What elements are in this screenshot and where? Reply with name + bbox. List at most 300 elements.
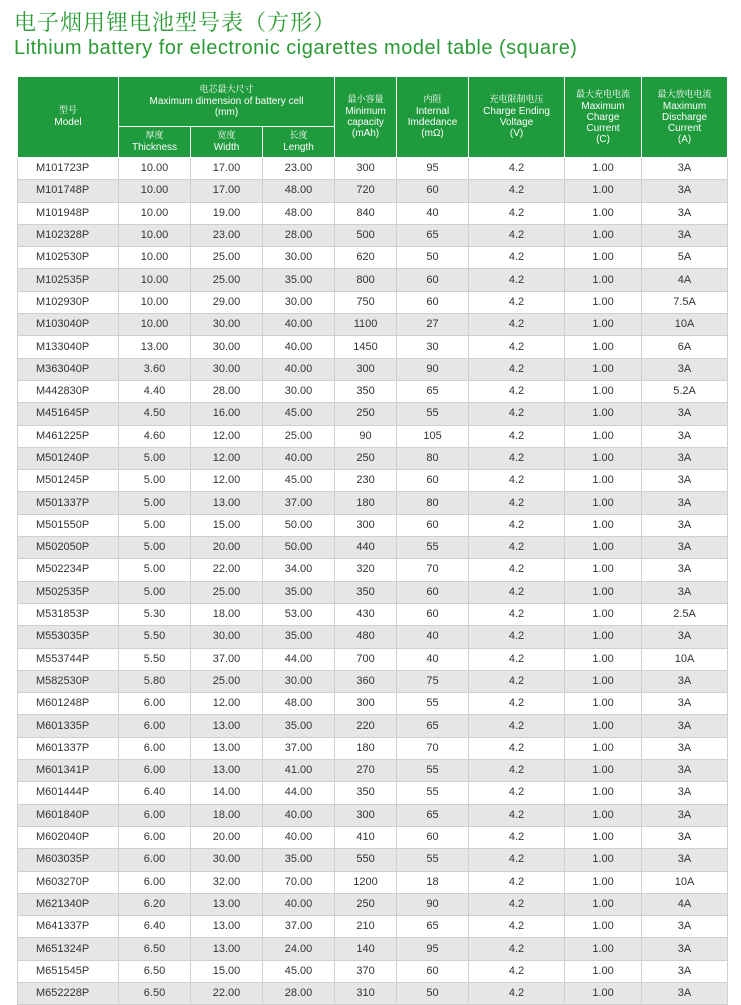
cell-length: 28.00 (263, 224, 335, 246)
cell-charge-current: 1.00 (565, 314, 642, 336)
cell-capacity: 250 (335, 447, 397, 469)
cell-width: 30.00 (191, 358, 263, 380)
cell-voltage: 4.2 (469, 782, 565, 804)
table-row (18, 470, 728, 492)
cell-thickness: 6.50 (119, 982, 191, 1004)
cell-voltage: 4.2 (469, 603, 565, 625)
cell-discharge-current: 3A (642, 670, 728, 692)
cell-capacity: 410 (335, 826, 397, 848)
cell-discharge-current: 10A (642, 648, 728, 670)
cell-discharge-current: 4A (642, 269, 728, 291)
cell-model: M501550P (18, 514, 119, 536)
cell-thickness: 5.00 (119, 537, 191, 559)
cell-length: 40.00 (263, 314, 335, 336)
cell-discharge-current: 3A (642, 425, 728, 447)
header-thickness: 厚度 Thickness (119, 127, 191, 158)
header-capacity: 最小容量 Minimum capacity (mAh) (335, 77, 397, 158)
cell-model: M601444P (18, 782, 119, 804)
cell-model: M363040P (18, 358, 119, 380)
cell-impedance: 40 (397, 648, 469, 670)
cell-model: M101748P (18, 180, 119, 202)
cell-charge-current: 1.00 (565, 693, 642, 715)
cell-length: 44.00 (263, 648, 335, 670)
cell-thickness: 6.00 (119, 715, 191, 737)
battery-model-table (17, 76, 728, 1005)
cell-thickness: 4.50 (119, 403, 191, 425)
cell-model: M442830P (18, 380, 119, 402)
cell-impedance: 40 (397, 626, 469, 648)
cell-width: 32.00 (191, 871, 263, 893)
cell-charge-current: 1.00 (565, 826, 642, 848)
cell-capacity: 430 (335, 603, 397, 625)
cell-width: 17.00 (191, 158, 263, 180)
header-discharge-current: 最大放电电流 Maximum Discharge Current (A) (642, 77, 728, 158)
table-row (18, 514, 728, 536)
cell-width: 22.00 (191, 559, 263, 581)
cell-discharge-current: 3A (642, 804, 728, 826)
cell-model: M501245P (18, 470, 119, 492)
cell-impedance: 60 (397, 470, 469, 492)
table-row (18, 871, 728, 893)
cell-thickness: 6.00 (119, 826, 191, 848)
cell-capacity: 140 (335, 938, 397, 960)
cell-discharge-current: 3A (642, 626, 728, 648)
cell-discharge-current: 3A (642, 158, 728, 180)
cell-width: 30.00 (191, 314, 263, 336)
table-row (18, 938, 728, 960)
cell-length: 28.00 (263, 982, 335, 1004)
table-row (18, 916, 728, 938)
cell-model: M501337P (18, 492, 119, 514)
cell-width: 18.00 (191, 603, 263, 625)
cell-impedance: 55 (397, 782, 469, 804)
cell-charge-current: 1.00 (565, 960, 642, 982)
cell-thickness: 6.50 (119, 960, 191, 982)
cell-impedance: 27 (397, 314, 469, 336)
header-dimension: 电芯最大尺寸 Maximum dimension of battery cell (mm) (119, 77, 335, 127)
cell-impedance: 80 (397, 447, 469, 469)
cell-discharge-current: 3A (642, 447, 728, 469)
table-row (18, 180, 728, 202)
cell-impedance: 90 (397, 358, 469, 380)
cell-capacity: 1450 (335, 336, 397, 358)
cell-length: 48.00 (263, 693, 335, 715)
cell-discharge-current: 3A (642, 849, 728, 871)
cell-thickness: 10.00 (119, 247, 191, 269)
cell-discharge-current: 6A (642, 336, 728, 358)
cell-capacity: 90 (335, 425, 397, 447)
cell-width: 23.00 (191, 224, 263, 246)
cell-model: M651545P (18, 960, 119, 982)
table-row (18, 760, 728, 782)
cell-width: 14.00 (191, 782, 263, 804)
cell-width: 12.00 (191, 447, 263, 469)
cell-model: M601335P (18, 715, 119, 737)
cell-charge-current: 1.00 (565, 982, 642, 1004)
cell-length: 25.00 (263, 425, 335, 447)
cell-discharge-current: 3A (642, 559, 728, 581)
cell-discharge-current: 4A (642, 893, 728, 915)
cell-capacity: 840 (335, 202, 397, 224)
cell-thickness: 6.50 (119, 938, 191, 960)
cell-length: 44.00 (263, 782, 335, 804)
cell-thickness: 13.00 (119, 336, 191, 358)
cell-width: 12.00 (191, 425, 263, 447)
cell-charge-current: 1.00 (565, 670, 642, 692)
cell-thickness: 4.60 (119, 425, 191, 447)
cell-impedance: 65 (397, 916, 469, 938)
cell-model: M601248P (18, 693, 119, 715)
cell-length: 30.00 (263, 380, 335, 402)
cell-thickness: 6.40 (119, 782, 191, 804)
cell-discharge-current: 3A (642, 760, 728, 782)
cell-length: 45.00 (263, 470, 335, 492)
cell-model: M621340P (18, 893, 119, 915)
cell-charge-current: 1.00 (565, 180, 642, 202)
cell-voltage: 4.2 (469, 826, 565, 848)
table-row (18, 425, 728, 447)
cell-voltage: 4.2 (469, 314, 565, 336)
cell-capacity: 620 (335, 247, 397, 269)
cell-length: 48.00 (263, 202, 335, 224)
cell-length: 23.00 (263, 158, 335, 180)
cell-charge-current: 1.00 (565, 559, 642, 581)
cell-discharge-current: 3A (642, 960, 728, 982)
cell-width: 20.00 (191, 537, 263, 559)
cell-voltage: 4.2 (469, 871, 565, 893)
cell-width: 28.00 (191, 380, 263, 402)
cell-thickness: 3.60 (119, 358, 191, 380)
cell-model: M502234P (18, 559, 119, 581)
cell-model: M603035P (18, 849, 119, 871)
cell-discharge-current: 3A (642, 224, 728, 246)
cell-width: 25.00 (191, 247, 263, 269)
cell-model: M601337P (18, 737, 119, 759)
cell-discharge-current: 3A (642, 492, 728, 514)
cell-width: 25.00 (191, 269, 263, 291)
table-row (18, 492, 728, 514)
cell-width: 17.00 (191, 180, 263, 202)
cell-thickness: 6.00 (119, 849, 191, 871)
cell-impedance: 95 (397, 158, 469, 180)
cell-length: 48.00 (263, 180, 335, 202)
cell-voltage: 4.2 (469, 447, 565, 469)
cell-voltage: 4.2 (469, 960, 565, 982)
cell-voltage: 4.2 (469, 559, 565, 581)
cell-impedance: 60 (397, 603, 469, 625)
cell-thickness: 5.00 (119, 559, 191, 581)
table-row (18, 603, 728, 625)
cell-thickness: 6.20 (119, 893, 191, 915)
cell-capacity: 210 (335, 916, 397, 938)
cell-voltage: 4.2 (469, 403, 565, 425)
cell-voltage: 4.2 (469, 514, 565, 536)
cell-voltage: 4.2 (469, 626, 565, 648)
cell-thickness: 5.00 (119, 492, 191, 514)
cell-impedance: 90 (397, 893, 469, 915)
cell-capacity: 300 (335, 514, 397, 536)
cell-charge-current: 1.00 (565, 202, 642, 224)
table-row (18, 291, 728, 313)
cell-voltage: 4.2 (469, 291, 565, 313)
cell-length: 41.00 (263, 760, 335, 782)
cell-impedance: 60 (397, 826, 469, 848)
table-row (18, 537, 728, 559)
cell-thickness: 5.00 (119, 581, 191, 603)
header-length: 长度 Length (263, 127, 335, 158)
cell-width: 12.00 (191, 470, 263, 492)
cell-voltage: 4.2 (469, 581, 565, 603)
cell-voltage: 4.2 (469, 849, 565, 871)
cell-discharge-current: 3A (642, 514, 728, 536)
cell-width: 16.00 (191, 403, 263, 425)
cell-length: 24.00 (263, 938, 335, 960)
cell-voltage: 4.2 (469, 158, 565, 180)
cell-charge-current: 1.00 (565, 804, 642, 826)
cell-charge-current: 1.00 (565, 224, 642, 246)
cell-width: 30.00 (191, 336, 263, 358)
cell-discharge-current: 3A (642, 916, 728, 938)
cell-voltage: 4.2 (469, 202, 565, 224)
cell-capacity: 700 (335, 648, 397, 670)
cell-voltage: 4.2 (469, 247, 565, 269)
table-row (18, 380, 728, 402)
table-row (18, 670, 728, 692)
table-row (18, 447, 728, 469)
cell-model: M582530P (18, 670, 119, 692)
cell-charge-current: 1.00 (565, 603, 642, 625)
cell-width: 13.00 (191, 737, 263, 759)
cell-voltage: 4.2 (469, 492, 565, 514)
cell-length: 40.00 (263, 447, 335, 469)
header-charge-current: 最大充电电流 Maximum Charge Current (C) (565, 77, 642, 158)
cell-length: 37.00 (263, 492, 335, 514)
cell-discharge-current: 3A (642, 982, 728, 1004)
cell-voltage: 4.2 (469, 180, 565, 202)
cell-thickness: 6.00 (119, 760, 191, 782)
cell-impedance: 60 (397, 269, 469, 291)
cell-voltage: 4.2 (469, 336, 565, 358)
cell-charge-current: 1.00 (565, 626, 642, 648)
table-row (18, 559, 728, 581)
cell-impedance: 50 (397, 247, 469, 269)
cell-model: M102535P (18, 269, 119, 291)
cell-charge-current: 1.00 (565, 938, 642, 960)
cell-width: 25.00 (191, 581, 263, 603)
cell-thickness: 5.80 (119, 670, 191, 692)
table-row (18, 336, 728, 358)
cell-capacity: 300 (335, 693, 397, 715)
cell-capacity: 270 (335, 760, 397, 782)
cell-width: 37.00 (191, 648, 263, 670)
cell-length: 40.00 (263, 358, 335, 380)
cell-capacity: 480 (335, 626, 397, 648)
cell-width: 20.00 (191, 826, 263, 848)
cell-thickness: 5.00 (119, 514, 191, 536)
cell-length: 70.00 (263, 871, 335, 893)
cell-capacity: 220 (335, 715, 397, 737)
cell-model: M461225P (18, 425, 119, 447)
table-row (18, 782, 728, 804)
cell-width: 29.00 (191, 291, 263, 313)
cell-model: M531853P (18, 603, 119, 625)
cell-length: 37.00 (263, 916, 335, 938)
cell-capacity: 230 (335, 470, 397, 492)
table-row (18, 358, 728, 380)
cell-charge-current: 1.00 (565, 492, 642, 514)
cell-length: 35.00 (263, 626, 335, 648)
cell-capacity: 360 (335, 670, 397, 692)
cell-width: 18.00 (191, 804, 263, 826)
cell-impedance: 55 (397, 537, 469, 559)
cell-voltage: 4.2 (469, 648, 565, 670)
cell-width: 19.00 (191, 202, 263, 224)
cell-charge-current: 1.00 (565, 358, 642, 380)
cell-charge-current: 1.00 (565, 403, 642, 425)
cell-voltage: 4.2 (469, 982, 565, 1004)
cell-model: M502535P (18, 581, 119, 603)
cell-model: M133040P (18, 336, 119, 358)
cell-voltage: 4.2 (469, 760, 565, 782)
cell-impedance: 55 (397, 403, 469, 425)
table-row (18, 826, 728, 848)
cell-impedance: 40 (397, 202, 469, 224)
cell-width: 13.00 (191, 893, 263, 915)
cell-width: 12.00 (191, 693, 263, 715)
table-row (18, 982, 728, 1004)
cell-length: 34.00 (263, 559, 335, 581)
cell-discharge-current: 5.2A (642, 380, 728, 402)
cell-capacity: 350 (335, 782, 397, 804)
header-impedance: 内阻 Internal Imdedance (mΩ) (397, 77, 469, 158)
cell-length: 30.00 (263, 247, 335, 269)
cell-capacity: 300 (335, 804, 397, 826)
cell-charge-current: 1.00 (565, 581, 642, 603)
cell-capacity: 750 (335, 291, 397, 313)
cell-model: M451645P (18, 403, 119, 425)
table-row (18, 737, 728, 759)
cell-length: 35.00 (263, 581, 335, 603)
cell-capacity: 370 (335, 960, 397, 982)
table-row (18, 224, 728, 246)
cell-thickness: 10.00 (119, 269, 191, 291)
table-row (18, 247, 728, 269)
cell-impedance: 65 (397, 804, 469, 826)
cell-capacity: 440 (335, 537, 397, 559)
cell-thickness: 5.50 (119, 626, 191, 648)
header-model: 型号 Model (18, 77, 119, 158)
page-title-english: Lithium battery for electronic cigarettes model table (square) (14, 37, 578, 59)
cell-voltage: 4.2 (469, 224, 565, 246)
cell-discharge-current: 3A (642, 581, 728, 603)
cell-capacity: 500 (335, 224, 397, 246)
cell-charge-current: 1.00 (565, 782, 642, 804)
cell-model: M502050P (18, 537, 119, 559)
cell-voltage: 4.2 (469, 425, 565, 447)
cell-capacity: 250 (335, 893, 397, 915)
cell-capacity: 550 (335, 849, 397, 871)
cell-discharge-current: 3A (642, 180, 728, 202)
cell-charge-current: 1.00 (565, 336, 642, 358)
cell-discharge-current: 3A (642, 358, 728, 380)
cell-impedance: 60 (397, 180, 469, 202)
cell-length: 40.00 (263, 826, 335, 848)
cell-width: 13.00 (191, 760, 263, 782)
cell-thickness: 5.30 (119, 603, 191, 625)
cell-length: 45.00 (263, 403, 335, 425)
cell-width: 25.00 (191, 670, 263, 692)
cell-discharge-current: 3A (642, 470, 728, 492)
cell-length: 35.00 (263, 849, 335, 871)
cell-length: 40.00 (263, 336, 335, 358)
cell-length: 50.00 (263, 514, 335, 536)
cell-impedance: 70 (397, 737, 469, 759)
cell-width: 15.00 (191, 960, 263, 982)
cell-impedance: 60 (397, 960, 469, 982)
cell-impedance: 55 (397, 760, 469, 782)
cell-charge-current: 1.00 (565, 425, 642, 447)
table-row (18, 648, 728, 670)
cell-capacity: 250 (335, 403, 397, 425)
cell-discharge-current: 3A (642, 782, 728, 804)
cell-voltage: 4.2 (469, 380, 565, 402)
table-row (18, 202, 728, 224)
cell-capacity: 320 (335, 559, 397, 581)
cell-impedance: 95 (397, 938, 469, 960)
cell-charge-current: 1.00 (565, 514, 642, 536)
cell-length: 50.00 (263, 537, 335, 559)
cell-discharge-current: 7.5A (642, 291, 728, 313)
cell-discharge-current: 3A (642, 938, 728, 960)
cell-voltage: 4.2 (469, 269, 565, 291)
cell-capacity: 180 (335, 492, 397, 514)
cell-model: M101948P (18, 202, 119, 224)
cell-thickness: 4.40 (119, 380, 191, 402)
cell-voltage: 4.2 (469, 715, 565, 737)
cell-charge-current: 1.00 (565, 916, 642, 938)
cell-model: M501240P (18, 447, 119, 469)
cell-discharge-current: 3A (642, 537, 728, 559)
cell-impedance: 70 (397, 559, 469, 581)
cell-discharge-current: 10A (642, 871, 728, 893)
cell-model: M651324P (18, 938, 119, 960)
header-voltage: 充电限制电压 Charge Ending Voltage (V) (469, 77, 565, 158)
cell-thickness: 6.00 (119, 804, 191, 826)
cell-thickness: 10.00 (119, 314, 191, 336)
cell-model: M102328P (18, 224, 119, 246)
cell-impedance: 55 (397, 849, 469, 871)
cell-capacity: 720 (335, 180, 397, 202)
cell-impedance: 50 (397, 982, 469, 1004)
cell-length: 37.00 (263, 737, 335, 759)
cell-voltage: 4.2 (469, 893, 565, 915)
table-row (18, 715, 728, 737)
cell-impedance: 18 (397, 871, 469, 893)
cell-capacity: 350 (335, 581, 397, 603)
cell-width: 13.00 (191, 938, 263, 960)
cell-thickness: 5.00 (119, 447, 191, 469)
cell-model: M601341P (18, 760, 119, 782)
cell-charge-current: 1.00 (565, 893, 642, 915)
cell-charge-current: 1.00 (565, 648, 642, 670)
cell-charge-current: 1.00 (565, 760, 642, 782)
table-row (18, 893, 728, 915)
cell-model: M102930P (18, 291, 119, 313)
cell-charge-current: 1.00 (565, 737, 642, 759)
cell-thickness: 10.00 (119, 224, 191, 246)
cell-discharge-current: 2.5A (642, 603, 728, 625)
cell-model: M601840P (18, 804, 119, 826)
